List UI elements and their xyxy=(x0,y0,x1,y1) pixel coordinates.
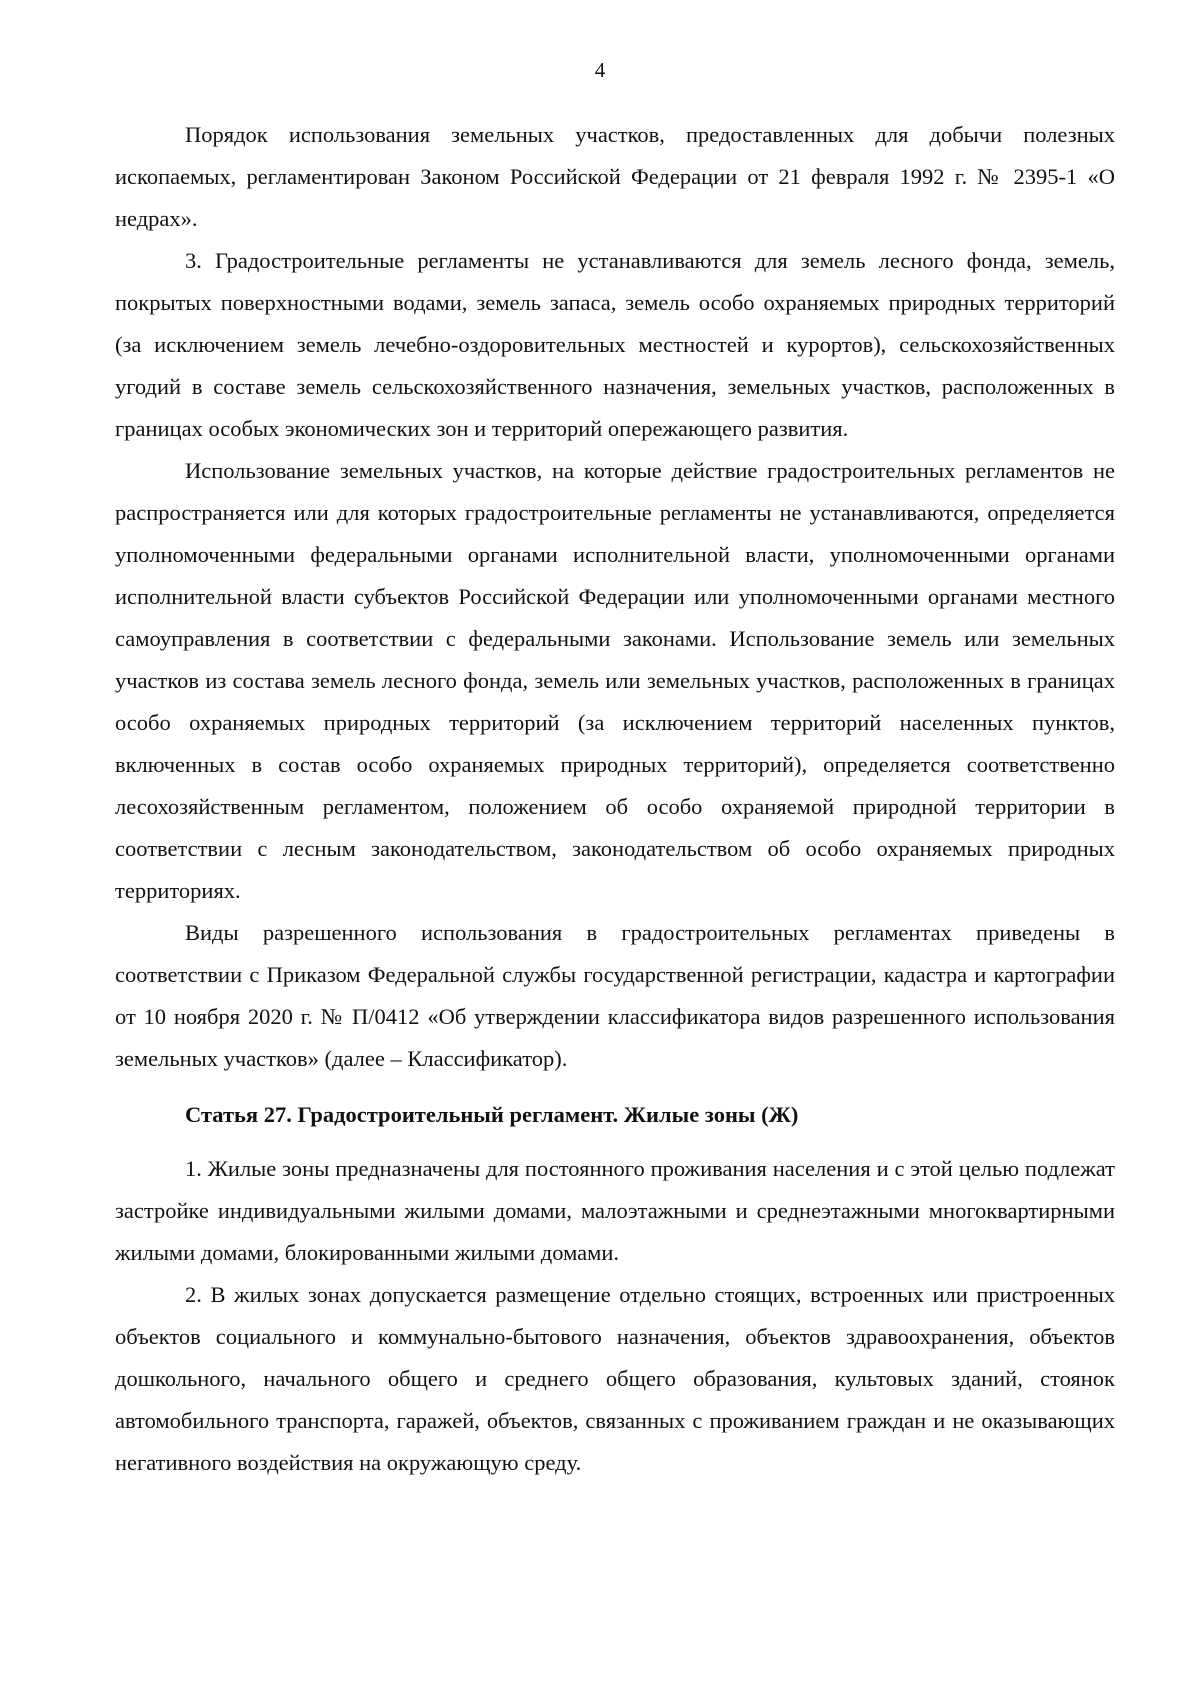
paragraph-item-1-residential-zones: 1. Жилые зоны предназначены для постоянного проживания населения и с этой целью подлежат застройке индивидуальными жилыми домами, малоэтажными и среднеэтажными многоквартирными жилыми домами, блокированными жилыми домами. xyxy=(115,1156,1115,1265)
page-number: 4 xyxy=(594,58,606,82)
paragraph-subsoil-use: Порядок использования земельных участков, предоставленных для добычи полезных ископаемых, регламентирован Законом Российской Федерации от 21 февраля 1992 г. № 2395-1 «О недрах». xyxy=(115,122,1115,231)
document-body xyxy=(115,114,1115,1484)
paragraph-land-use-authorities: Использование земельных участков, на которые действие градостроительных регламентов не распространяется или для которых градостроительные регламенты не устанавливаются, определяется уполномоченными федеральными органами исполнительной власти, уполномоченными органами исполнительной власти субъектов Российской Федерации или уполномоченными органами местного самоуправления в соответствии с федеральными законами. Использование земель или земельных участков из состава земель лесного фонда, земель или земельных участков, расположенных в границах особо охраняемых природных территорий (за исключением территорий населенных пунктов, включенных в состав особо охраняемых природных территорий), определяется соответственно лесохозяйственным регламентом, положением об особо охраняемой природной территории в соответствии с лесным законодательством, законодательством об особо охраняемых природных территориях. xyxy=(115,458,1115,903)
paragraph-item-2-allowed-objects: 2. В жилых зонах допускается размещение отдельно стоящих, встроенных или пристроенных объектов социального и коммунально-бытового назначения, объектов здравоохранения, объектов дошкольного, начального общего и среднего общего образования, культовых зданий, стоянок автомобильного транспорта, гаражей, объектов, связанных с проживанием граждан и не оказывающих негативного воздействия на окружающую среду. xyxy=(115,1282,1115,1475)
paragraph-permitted-use-classifier: Виды разрешенного использования в градостроительных регламентах приведены в соответствии с Приказом Федеральной службы государственной регистрации, кадастра и картографии от 10 ноября 2020 г. № П/0412 «Об утверждении классификатора видов разрешенного использования земельных участков» (далее – Классификатор). xyxy=(115,920,1115,1071)
paragraph-item-3-exceptions: 3. Градостроительные регламенты не устанавливаются для земель лесного фонда, земель, покрытых поверхностными водами, земель запаса, земель особо охраняемых природных территорий (за исключением земель лечебно-оздоровительных местностей и курортов), сельскохозяйственных угодий в составе земель сельскохозяйственного назначения, земельных участков, расположенных в границах особых экономических зон и территорий опережающего развития. xyxy=(115,248,1115,441)
article-27-heading: Статья 27. Градостроительный регламент. Жилые зоны (Ж) xyxy=(185,1102,799,1127)
